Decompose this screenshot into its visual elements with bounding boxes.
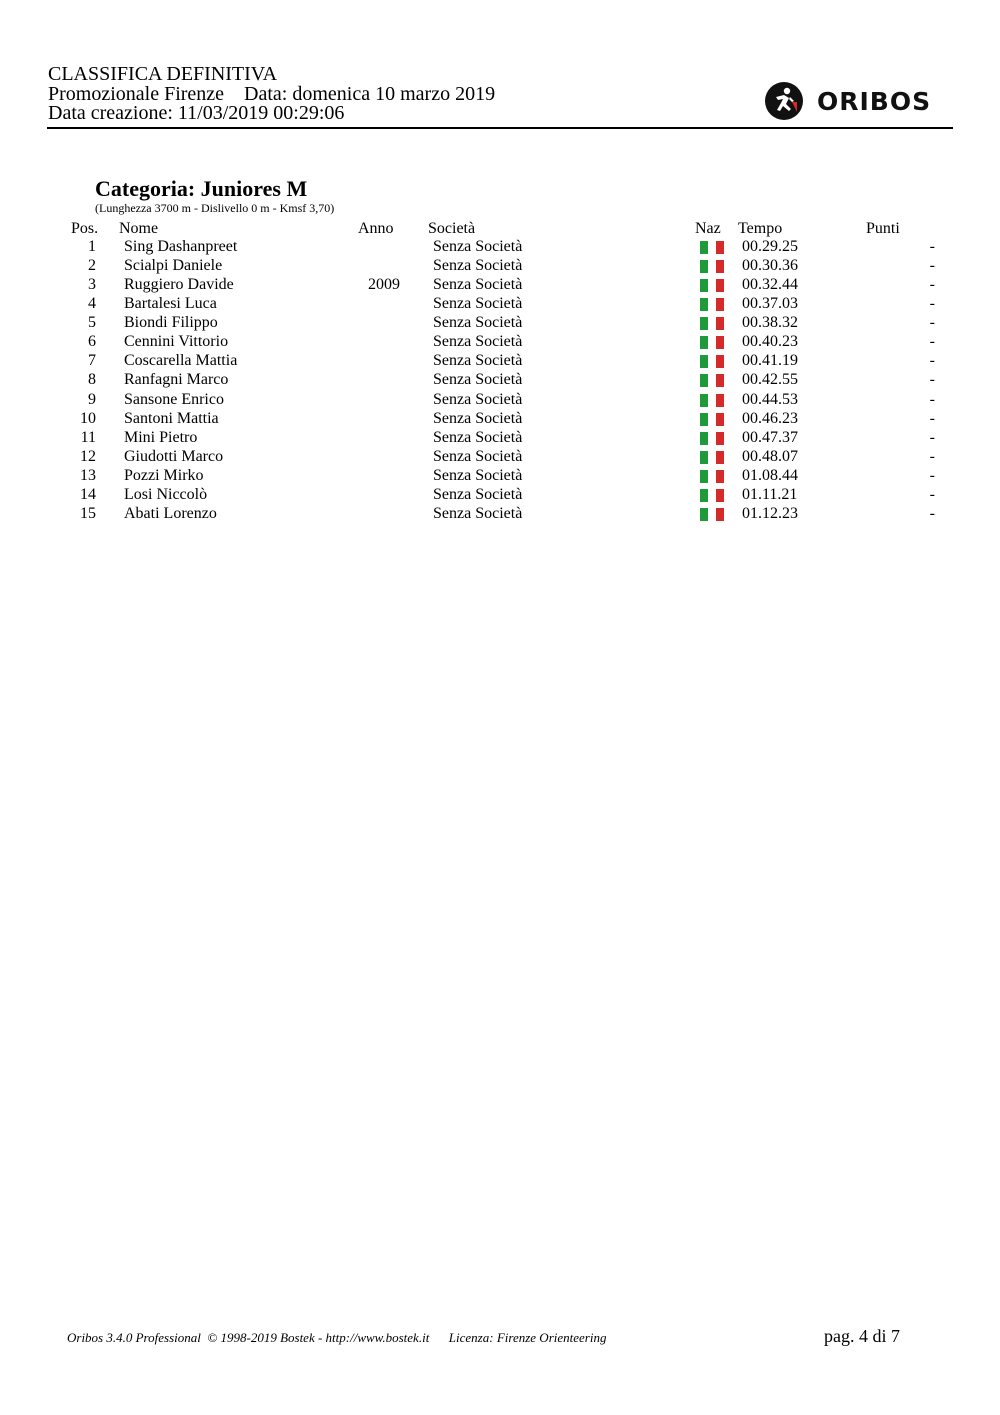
cell-name: Biondi Filippo	[124, 314, 218, 332]
cell-pos: 15	[80, 504, 96, 522]
cell-punti: -	[929, 276, 935, 294]
oribos-logo	[765, 81, 931, 121]
cell-punti: -	[929, 390, 935, 408]
cell-punti: -	[929, 371, 935, 389]
cell-name: Ruggiero Davide	[124, 276, 234, 294]
italy-flag-icon	[700, 260, 724, 273]
cell-tempo: 00.48.07	[742, 447, 798, 465]
cell-punti: -	[929, 504, 935, 522]
italy-flag-icon	[700, 394, 724, 407]
cell-societa: Senza Società	[433, 257, 523, 275]
col-header-tempo: Tempo	[738, 220, 783, 237]
cell-tempo: 00.47.37	[742, 428, 798, 446]
cell-pos: 11	[80, 428, 96, 446]
cell-pos: 1	[88, 238, 96, 255]
cell-punti: -	[929, 485, 935, 503]
cell-societa: Senza Società	[433, 314, 523, 332]
cell-societa: Senza Società	[433, 466, 523, 484]
cell-name: Cennini Vittorio	[124, 333, 229, 351]
table-row	[0, 256, 1000, 275]
cell-name: Pozzi Mirko	[124, 466, 204, 484]
cell-name: Sansone Enrico	[124, 390, 224, 408]
italy-flag-icon	[700, 432, 724, 445]
cell-pos: 3	[88, 276, 96, 294]
cell-punti: -	[929, 352, 935, 370]
italy-flag-icon	[700, 413, 724, 426]
cell-societa: Senza Società	[433, 428, 523, 446]
table-row	[0, 390, 1000, 409]
table-row	[0, 313, 1000, 332]
cell-societa: Senza Società	[433, 276, 523, 294]
cell-punti: -	[929, 447, 935, 465]
cell-pos: 5	[88, 314, 96, 332]
italy-flag-icon	[700, 279, 724, 292]
cell-tempo: 00.32.44	[742, 276, 798, 294]
cell-name: Scialpi Daniele	[124, 257, 223, 275]
header-divider	[47, 127, 953, 129]
cell-tempo: 00.42.55	[742, 371, 798, 389]
cell-societa: Senza Società	[433, 352, 523, 370]
cell-pos: 9	[88, 390, 96, 408]
table-row	[0, 466, 1000, 485]
cell-name: Sing Dashanpreet	[124, 238, 238, 255]
runner-logo-icon	[765, 82, 803, 120]
creation-date: Data creazione: 11/03/2019 00:29:06	[48, 102, 345, 124]
cell-name: Ranfagni Marco	[124, 371, 229, 389]
italy-flag-icon	[700, 336, 724, 349]
table-row	[0, 275, 1000, 294]
italy-flag-icon	[700, 298, 724, 311]
table-row	[0, 370, 1000, 389]
cell-name: Abati Lorenzo	[124, 504, 217, 522]
col-header-punti: Punti	[866, 220, 900, 237]
cell-punti: -	[929, 238, 935, 255]
cell-pos: 14	[80, 485, 96, 503]
cell-societa: Senza Società	[433, 447, 523, 465]
cell-punti: -	[929, 333, 935, 351]
table-row	[0, 428, 1000, 447]
cell-pos: 8	[88, 371, 96, 389]
report-title: CLASSIFICA DEFINITIVA	[48, 63, 278, 85]
col-header-naz: Naz	[695, 220, 721, 237]
col-header-name: Nome	[119, 220, 159, 237]
cell-tempo: 00.46.23	[742, 409, 798, 427]
cell-tempo: 00.29.25	[742, 238, 798, 255]
cell-punti: -	[929, 295, 935, 313]
cell-pos: 12	[80, 447, 96, 465]
cell-pos: 7	[88, 352, 96, 370]
italy-flag-icon	[700, 508, 724, 521]
italy-flag-icon	[700, 317, 724, 330]
table-row	[0, 447, 1000, 466]
cell-societa: Senza Società	[433, 371, 523, 389]
table-row	[0, 504, 1000, 523]
cell-tempo: 00.40.23	[742, 333, 798, 351]
col-header-societa: Società	[428, 220, 476, 237]
cell-tempo: 00.41.19	[742, 352, 798, 370]
italy-flag-icon	[700, 374, 724, 387]
table-row	[0, 237, 1000, 256]
cell-pos: 2	[88, 257, 96, 275]
cell-societa: Senza Società	[433, 238, 523, 255]
cell-societa: Senza Società	[433, 295, 523, 313]
col-header-pos: Pos.	[71, 220, 99, 237]
cell-pos: 10	[80, 409, 96, 427]
cell-tempo: 01.08.44	[742, 466, 798, 484]
cell-name: Mini Pietro	[124, 428, 198, 446]
cell-punti: -	[929, 428, 935, 446]
cell-tempo: 00.37.03	[742, 295, 798, 313]
cell-tempo: 00.30.36	[742, 257, 798, 275]
cell-name: Santoni Mattia	[124, 409, 219, 427]
cell-tempo: 01.12.23	[742, 504, 798, 522]
cell-societa: Senza Società	[433, 409, 523, 427]
logo-text: ORIBOS	[817, 86, 932, 116]
cell-societa: Senza Società	[433, 333, 523, 351]
cell-societa: Senza Società	[433, 390, 523, 408]
category-info: (Lunghezza 3700 m - Dislivello 0 m - Kmsf 3,70)	[95, 201, 335, 215]
italy-flag-icon	[700, 241, 724, 254]
table-row	[0, 332, 1000, 351]
cell-punti: -	[929, 409, 935, 427]
cell-pos: 4	[88, 295, 96, 313]
cell-tempo: 00.44.53	[742, 390, 798, 408]
table-row	[0, 351, 1000, 370]
cell-name: Losi Niccolò	[124, 485, 208, 503]
cell-punti: -	[929, 314, 935, 332]
cell-societa: Senza Società	[433, 485, 523, 503]
cell-name: Bartalesi Luca	[124, 295, 217, 313]
footer-software-info: Oribos 3.4.0 Professional © 1998-2019 Bostek - http://www.bostek.it Licenza: Firenze Orienteering	[67, 1330, 607, 1345]
cell-name: Giudotti Marco	[124, 447, 224, 465]
cell-societa: Senza Società	[433, 504, 523, 522]
italy-flag-icon	[700, 355, 724, 368]
italy-flag-icon	[700, 470, 724, 483]
table-row	[0, 409, 1000, 428]
italy-flag-icon	[700, 451, 724, 464]
cell-name: Coscarella Mattia	[124, 352, 238, 370]
cell-punti: -	[929, 257, 935, 275]
event-subtitle: Promozionale Firenze Data: domenica 10 marzo 2019	[48, 83, 496, 105]
category-title: Categoria: Juniores M	[95, 176, 308, 201]
cell-pos: 6	[88, 333, 96, 351]
col-header-anno: Anno	[358, 220, 394, 237]
cell-punti: -	[929, 466, 935, 484]
cell-tempo: 01.11.21	[742, 485, 798, 503]
cell-pos: 13	[80, 466, 96, 484]
page-number: pag. 4 di 7	[824, 1326, 900, 1346]
table-row	[0, 294, 1000, 313]
table-row	[0, 485, 1000, 504]
italy-flag-icon	[700, 489, 724, 502]
cell-tempo: 00.38.32	[742, 314, 798, 332]
cell-anno: 2009	[368, 276, 400, 294]
